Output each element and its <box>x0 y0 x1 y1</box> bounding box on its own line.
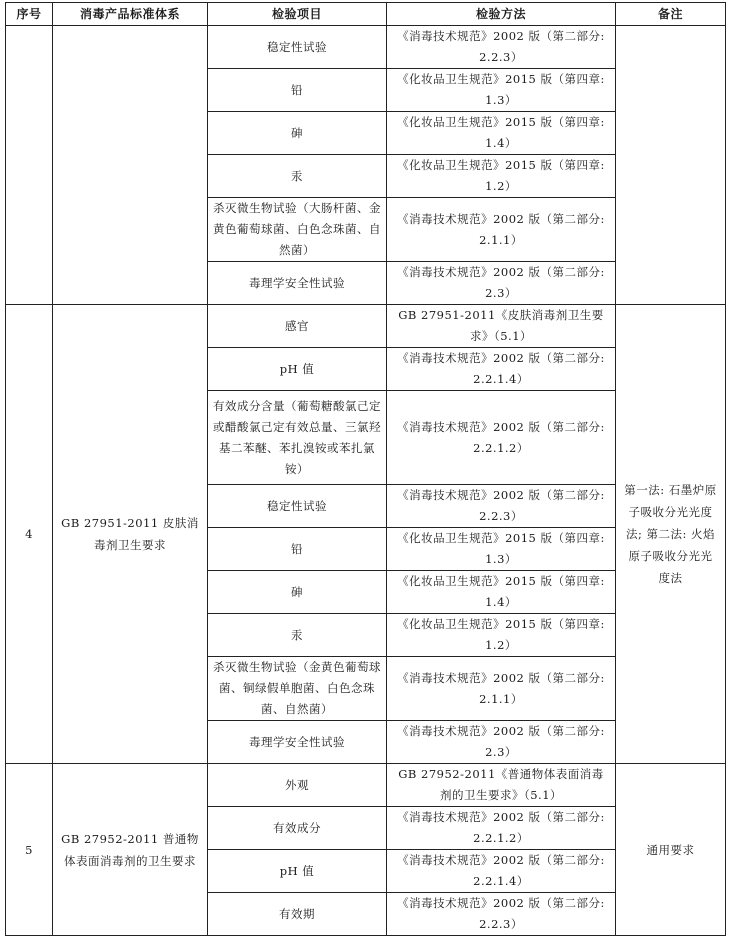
item-cell: 稳定性试验 <box>208 485 387 528</box>
item-cell: 外观 <box>208 764 387 807</box>
table-row <box>6 764 726 807</box>
item-cell: 有效期 <box>208 893 387 936</box>
method-cell: 《消毒技术规范》2002 版（第二部分: 2.2.3） <box>387 26 616 69</box>
note-cell: 通用要求 <box>616 764 726 936</box>
table-row <box>6 26 726 69</box>
header-method: 检验方法 <box>387 3 616 26</box>
header-note: 备注 <box>616 3 726 26</box>
item-cell: 汞 <box>208 614 387 657</box>
item-cell: 铅 <box>208 528 387 571</box>
item-cell: 稳定性试验 <box>208 26 387 69</box>
standard-cell: GB 27951-2011 皮肤消毒剂卫生要求 <box>53 305 208 764</box>
item-cell: 感官 <box>208 305 387 348</box>
item-cell: 杀灭微生物试验（大肠杆菌、金黄色葡萄球菌、白色念珠菌、自然菌） <box>208 198 387 262</box>
header-item: 检验项目 <box>208 3 387 26</box>
item-cell: 杀灭微生物试验（金黄色葡萄球菌、铜绿假单胞菌、白色念珠菌、自然菌） <box>208 657 387 721</box>
standard-cell: GB 27952-2011 普通物体表面消毒剂的卫生要求 <box>53 764 208 936</box>
item-cell: 毒理学安全性试验 <box>208 721 387 764</box>
header-seq: 序号 <box>6 3 53 26</box>
seq-cell <box>6 26 53 305</box>
method-cell: 《消毒技术规范》2002 版（第二部分: 2.2.1.2） <box>387 807 616 850</box>
item-cell: 有效成分含量（葡萄糖酸氯己定或醋酸氯己定有效总量、三氯羟基二苯醚、苯扎溴铵或苯扎氯铵） <box>208 391 387 485</box>
inspection-table <box>5 2 726 936</box>
item-cell: 铅 <box>208 69 387 112</box>
item-cell: pH 值 <box>208 850 387 893</box>
method-cell: 《消毒技术规范》2002 版（第二部分: 2.3） <box>387 721 616 764</box>
method-cell: 《消毒技术规范》2002 版（第二部分: 2.2.3） <box>387 893 616 936</box>
method-cell: 《消毒技术规范》2002 版（第二部分: 2.1.1） <box>387 198 616 262</box>
method-cell: 《消毒技术规范》2002 版（第二部分: 2.2.1.4） <box>387 850 616 893</box>
item-cell: 毒理学安全性试验 <box>208 262 387 305</box>
method-cell: GB 27951-2011《皮肤消毒剂卫生要求》（5.1） <box>387 305 616 348</box>
method-cell: 《化妆品卫生规范》2015 版（第四章: 1.4） <box>387 112 616 155</box>
seq-cell: 4 <box>6 305 53 764</box>
table-row <box>6 305 726 348</box>
table-body <box>6 26 726 936</box>
seq-cell: 5 <box>6 764 53 936</box>
method-cell: 《化妆品卫生规范》2015 版（第四章: 1.3） <box>387 528 616 571</box>
method-cell: 《消毒技术规范》2002 版（第二部分: 2.2.3） <box>387 485 616 528</box>
header-row <box>6 3 726 26</box>
note-cell: 第一法: 石墨炉原子吸收分光光度法; 第二法: 火焰原子吸收分光光度法 <box>616 305 726 764</box>
item-cell: 砷 <box>208 112 387 155</box>
method-cell: 《化妆品卫生规范》2015 版（第四章: 1.3） <box>387 69 616 112</box>
method-cell: GB 27952-2011《普通物体表面消毒剂的卫生要求》（5.1） <box>387 764 616 807</box>
method-cell: 《消毒技术规范》2002 版（第二部分: 2.3） <box>387 262 616 305</box>
method-cell: 《化妆品卫生规范》2015 版（第四章: 1.2） <box>387 614 616 657</box>
method-cell: 《消毒技术规范》2002 版（第二部分: 2.2.1.4） <box>387 348 616 391</box>
item-cell: pH 值 <box>208 348 387 391</box>
standard-cell <box>53 26 208 305</box>
note-cell <box>616 26 726 305</box>
method-cell: 《消毒技术规范》2002 版（第二部分: 2.1.1） <box>387 657 616 721</box>
item-cell: 汞 <box>208 155 387 198</box>
item-cell: 砷 <box>208 571 387 614</box>
item-cell: 有效成分 <box>208 807 387 850</box>
method-cell: 《消毒技术规范》2002 版（第二部分: 2.2.1.2） <box>387 391 616 485</box>
header-standard: 消毒产品标准体系 <box>53 3 208 26</box>
method-cell: 《化妆品卫生规范》2015 版（第四章: 1.4） <box>387 571 616 614</box>
method-cell: 《化妆品卫生规范》2015 版（第四章: 1.2） <box>387 155 616 198</box>
